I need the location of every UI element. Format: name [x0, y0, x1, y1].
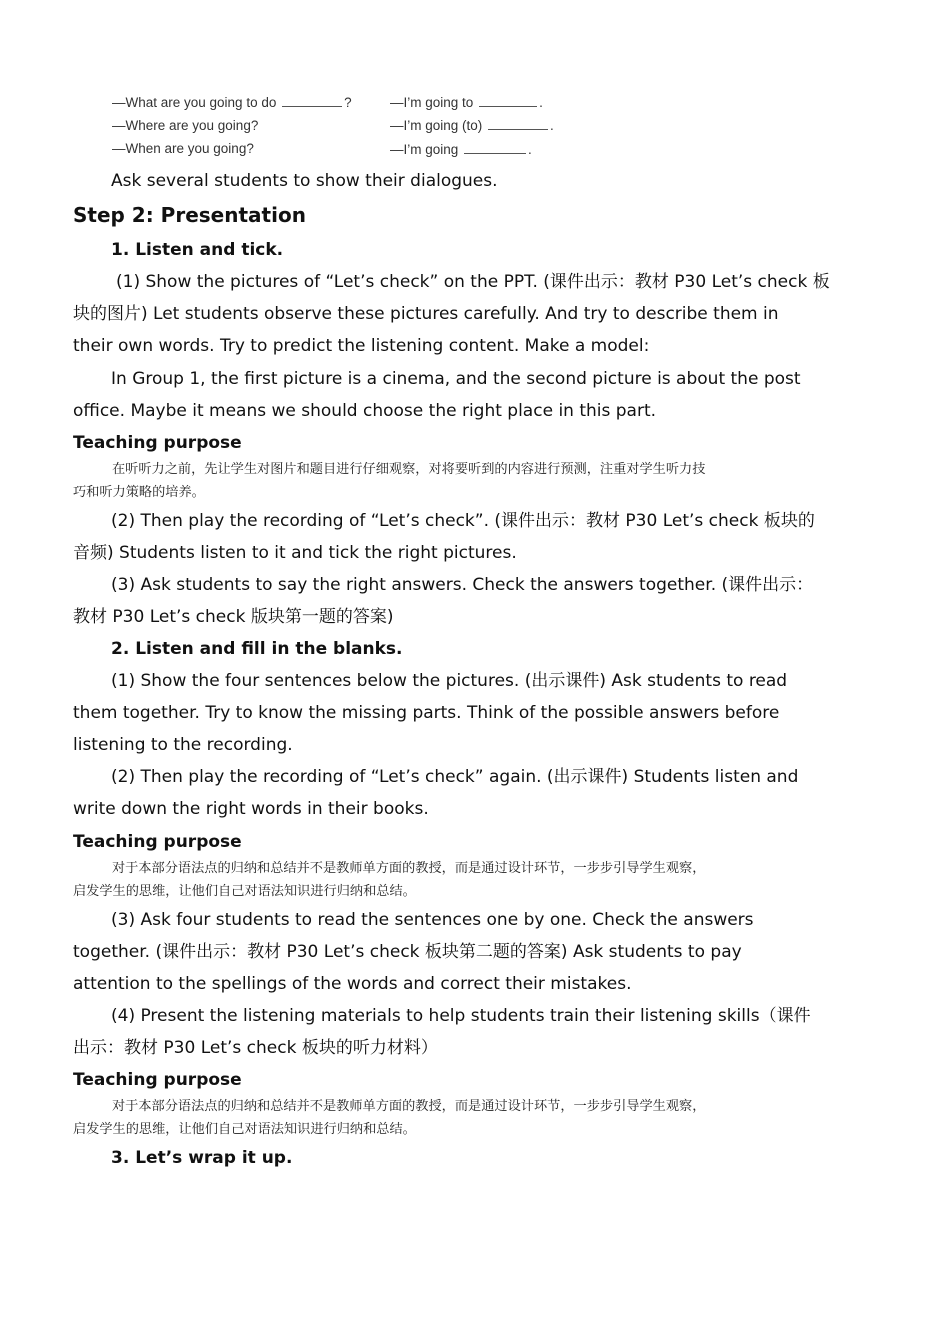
paragraph-line: (2) Then play the recording of “Let’s check” again. (出示课件) Students listen and [111, 767, 799, 787]
paragraph-line: 块的图片) Let students observe these pictures carefully. And try to describe them in [73, 304, 779, 324]
answer-blank [479, 94, 537, 107]
chinese-note-line: 巧和听力策略的培养。 [73, 485, 205, 500]
chinese-note-line: 对于本部分语法点的归纳和总结并不是教师单方面的教授，而是通过设计环节，一步步引导学生观察， [112, 1099, 706, 1114]
paragraph-line: (1) Show the four sentences below the pictures. (出示课件) Ask students to read [111, 671, 788, 691]
dialogue-question: —Where are you going? [112, 117, 259, 133]
teaching-purpose-heading: Teaching purpose [73, 433, 242, 453]
dialogue-row: —What are you going to do ? —I’m going to . [112, 94, 543, 110]
paragraph-line: together. (课件出示：教材 P30 Let’s check 板块第二题的答案) Ask students to pay [73, 942, 742, 962]
dialogue-answer: —I’m going (to) [390, 118, 483, 134]
dialogue-answer: —I’m going to [390, 94, 474, 110]
subsection-heading: 1. Listen and tick. [111, 240, 284, 260]
paragraph-line: (2) Then play the recording of “Let’s check”. (课件出示：教材 P30 Let’s check 板块的 [111, 511, 815, 531]
chinese-note-line: 对于本部分语法点的归纳和总结并不是教师单方面的教授，而是通过设计环节，一步步引导学生观察， [112, 861, 706, 876]
paragraph-line: attention to the spellings of the words and correct their mistakes. [73, 974, 632, 994]
paragraph-line: listening to the recording. [73, 735, 293, 755]
paragraph-line: 音频) Students listen to it and tick the right pictures. [73, 543, 517, 563]
answer-blank [488, 117, 548, 130]
dialogue-table [112, 90, 582, 161]
chinese-note-line: 在听听力之前，先让学生对图片和题目进行仔细观察，对将要听到的内容进行预测，注重对学生听力技 [112, 462, 706, 477]
subsection-heading: 2. Listen and fill in the blanks. [111, 639, 403, 659]
paragraph-line: (4) Present the listening materials to help students train their listening skills（课件 [111, 1006, 811, 1026]
teaching-purpose-heading: Teaching purpose [73, 1070, 242, 1090]
answer-blank [282, 94, 342, 107]
teaching-purpose-heading: Teaching purpose [73, 832, 242, 852]
chinese-note-line: 启发学生的思维，让他们自己对语法知识进行归纳和总结。 [73, 884, 416, 899]
paragraph-line: them together. Try to know the missing parts. Think of the possible answers before [73, 703, 780, 723]
paragraph-line: In Group 1, the first picture is a cinema, and the second picture is about the post [111, 369, 801, 389]
chinese-note-line: 启发学生的思维，让他们自己对语法知识进行归纳和总结。 [73, 1122, 416, 1137]
paragraph-line: (3) Ask students to say the right answers. Check the answers together. (课件出示： [111, 575, 814, 595]
paragraph-line: their own words. Try to predict the listening content. Make a model: [73, 336, 650, 356]
section-heading: Step 2: Presentation [73, 203, 306, 227]
paragraph-line: (1) Show the pictures of “Let’s check” on the PPT. (课件出示：教材 P30 Let’s check 板 [116, 272, 830, 292]
paragraph-line: 出示：教材 P30 Let’s check 板块的听力材料） [73, 1038, 438, 1058]
paragraph-line: (3) Ask four students to read the sentences one by one. Check the answers [111, 910, 754, 930]
paragraph-line: write down the right words in their books. [73, 799, 429, 819]
dialogue-row: —Where are you going? —I’m going (to) . [112, 117, 554, 134]
answer-blank [464, 141, 526, 154]
paragraph-line: office. Maybe it means we should choose the right place in this part. [73, 401, 657, 421]
dialogue-row: —When are you going? —I’m going . [112, 141, 532, 157]
subsection-heading: 3. Let’s wrap it up. [111, 1148, 293, 1168]
dialogue-question: —When are you going? [112, 141, 254, 157]
dialogue-question: —What are you going to do [112, 94, 277, 110]
paragraph-line: Ask several students to show their dialogues. [111, 171, 498, 191]
dialogue-answer: —I’m going [390, 141, 459, 157]
paragraph-line: 教材 P30 Let’s check 版块第一题的答案) [73, 607, 394, 627]
